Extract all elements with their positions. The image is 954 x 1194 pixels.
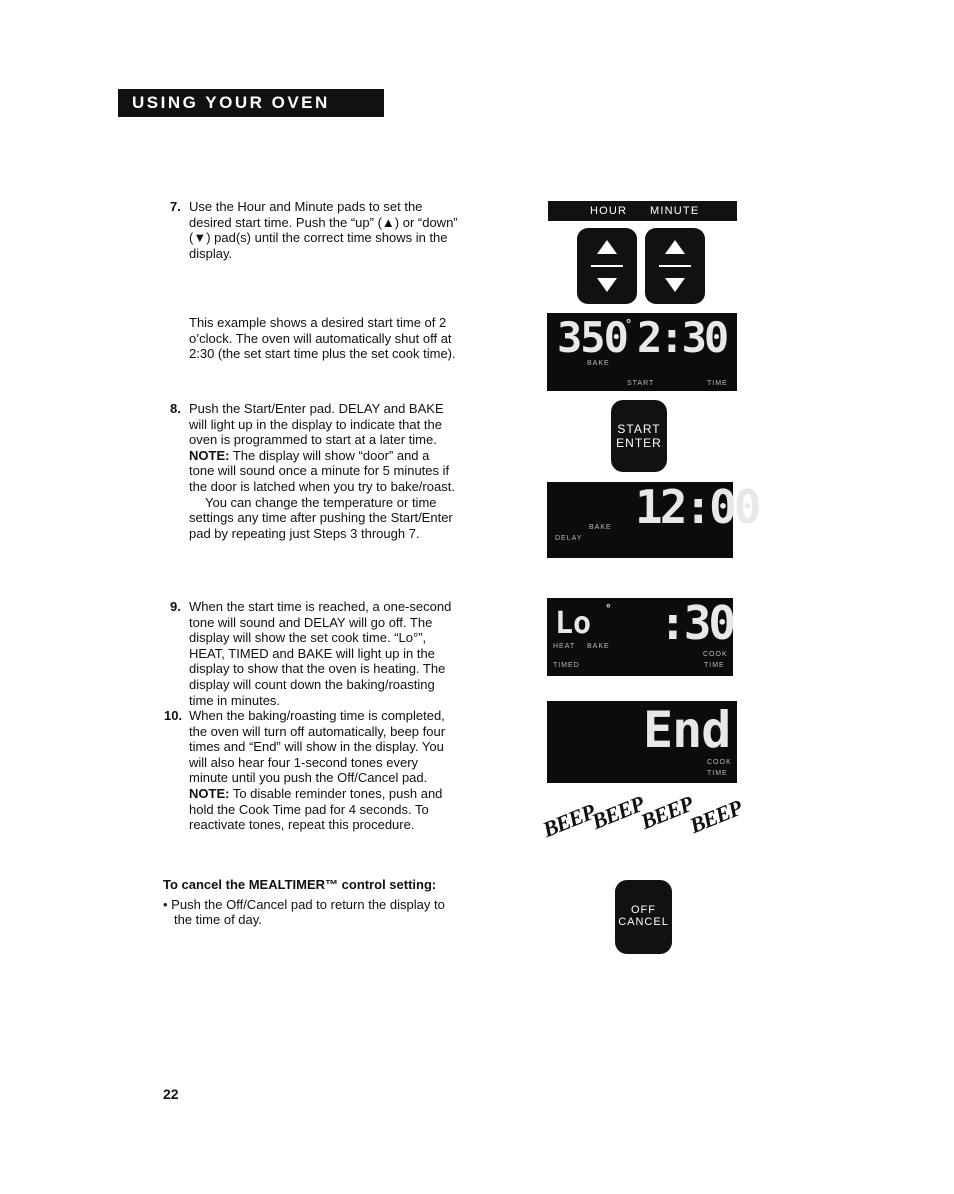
step-line: display will show the set cook time. “Lo°”, — [189, 630, 427, 646]
up-arrow-icon[interactable] — [665, 240, 685, 254]
bake-indicator: BAKE — [587, 360, 610, 367]
step-line: display to show that the oven is heating. The — [189, 661, 446, 677]
cook-indicator: COOK — [707, 759, 732, 766]
step-line: desired start time. Push the “up” (▲) or “down” — [189, 214, 458, 230]
bake-indicator: BAKE — [589, 524, 612, 531]
step-line: time in minutes. — [189, 692, 281, 708]
cancel-bullet: • Push the Off/Cancel pad to return the display to — [163, 896, 445, 912]
step-line: will light up in the display to indicate that the — [189, 416, 442, 432]
step-line: will also hear four 1-second tones every — [189, 754, 419, 770]
cook-indicator: COOK — [703, 651, 728, 658]
delay-indicator: DELAY — [555, 535, 583, 542]
off-label: OFF — [631, 904, 656, 916]
note-line — [189, 786, 479, 802]
clock-readout: 12:00 — [635, 480, 759, 534]
start-indicator: START — [627, 380, 655, 387]
step-number: 9. — [170, 599, 181, 614]
off-cancel-button[interactable] — [615, 880, 672, 954]
bake-indicator: BAKE — [587, 643, 610, 650]
step-line: Use the Hour and Minute pads to set the — [189, 199, 423, 214]
example-line: 2:30 (the set start time plus the set cook time). — [189, 346, 456, 362]
enter-label: ENTER — [616, 436, 662, 450]
beep-text: BEEP — [637, 790, 697, 835]
example-line: This example shows a desired start time of 2 — [189, 315, 447, 330]
oven-display-end — [547, 701, 737, 783]
end-readout: End — [643, 701, 731, 759]
step-8 — [170, 401, 479, 541]
hour-arrow-pad[interactable] — [577, 228, 637, 304]
note-text: To disable reminder tones, push and — [229, 785, 443, 801]
step-10 — [164, 708, 479, 833]
extra-line: pad by repeating just Steps 3 through 7. — [189, 525, 420, 541]
note-line: tone will sound once a minute for 5 minutes if — [189, 463, 450, 479]
hour-label: HOUR — [590, 205, 628, 217]
degree-symbol: ° — [605, 602, 612, 615]
cancel-section — [163, 877, 483, 928]
time-indicator: TIME — [707, 380, 728, 387]
note-text: The display will show “door” and a — [229, 447, 430, 463]
cancel-bullet-cont: the time of day. — [174, 912, 262, 928]
divider — [659, 265, 691, 267]
extra-line: settings any time after pushing the Start/Enter — [189, 510, 453, 526]
step-line: HEAT, TIMED and BAKE will light up in the — [189, 645, 435, 661]
down-arrow-icon[interactable] — [665, 278, 685, 292]
step-line: display. — [189, 245, 233, 261]
step-9 — [170, 599, 479, 708]
temperature-readout: 350 — [557, 313, 627, 362]
divider — [591, 265, 623, 267]
heat-indicator: HEAT — [553, 643, 576, 650]
time-indicator: TIME — [704, 662, 725, 669]
step-line: When the baking/roasting time is completed, — [189, 708, 445, 723]
step-number: 8. — [170, 401, 181, 416]
step-number: 7. — [170, 199, 181, 214]
beep-text: BEEP — [539, 798, 599, 843]
cancel-heading: To cancel the MEALTIMER™ control setting: — [163, 877, 437, 892]
step-line: (▼) pad(s) until the correct time shows in the — [189, 230, 448, 246]
oven-display-delay — [547, 480, 759, 558]
extra-line: You can change the temperature or time — [205, 494, 437, 510]
up-arrow-icon[interactable] — [597, 240, 617, 254]
minute-label: MINUTE — [650, 205, 700, 217]
note-label: NOTE: — [189, 785, 230, 801]
start-label: START — [617, 422, 661, 436]
down-arrow-icon[interactable] — [597, 278, 617, 292]
page-number: 22 — [163, 1086, 179, 1102]
time-indicator: TIME — [707, 770, 728, 777]
step-line: minute until you push the Off/Cancel pad. — [189, 770, 428, 786]
countdown-readout: :30 — [659, 596, 734, 650]
example-paragraph — [189, 315, 479, 362]
timed-indicator: TIMED — [553, 662, 580, 669]
step-line: When the start time is reached, a one-second — [189, 599, 452, 614]
step-line: display will count down the baking/roasting — [189, 676, 435, 692]
hour-minute-header — [548, 201, 737, 221]
step-line: tone will sound and DELAY will go off. The — [189, 614, 433, 630]
start-enter-button[interactable] — [611, 400, 667, 472]
step-number: 10. — [164, 708, 183, 723]
cancel-label: CANCEL — [618, 916, 669, 928]
section-banner: USING YOUR OVEN — [118, 89, 384, 117]
low-temp-readout: Lo — [555, 606, 592, 641]
example-line: o’clock. The oven will automatically shut off at — [189, 330, 452, 346]
step-line: times and “End” will show in the display. You — [189, 739, 444, 755]
oven-display-start-time — [547, 313, 737, 391]
minute-arrow-pad[interactable] — [645, 228, 705, 304]
beep-text: BEEP — [686, 794, 746, 839]
start-time-readout: 2:30 — [637, 313, 727, 362]
step-line: oven is programmed to start at a later time. — [189, 432, 437, 448]
beep-text: BEEP — [588, 790, 648, 835]
note-label: NOTE: — [189, 447, 230, 463]
note-line — [189, 448, 479, 464]
note-line: reactivate tones, repeat this procedure. — [189, 817, 415, 833]
note-line: hold the Cook Time pad for 4 seconds. To — [189, 801, 429, 817]
step-7 — [170, 199, 479, 261]
note-line: the door is latched when you try to bake/roast. — [189, 478, 455, 494]
step-line: the oven will turn off automatically, beep four — [189, 723, 446, 739]
oven-display-heating — [547, 598, 733, 676]
degree-symbol: ° — [625, 317, 633, 331]
step-line: Push the Start/Enter pad. DELAY and BAKE — [189, 401, 444, 416]
